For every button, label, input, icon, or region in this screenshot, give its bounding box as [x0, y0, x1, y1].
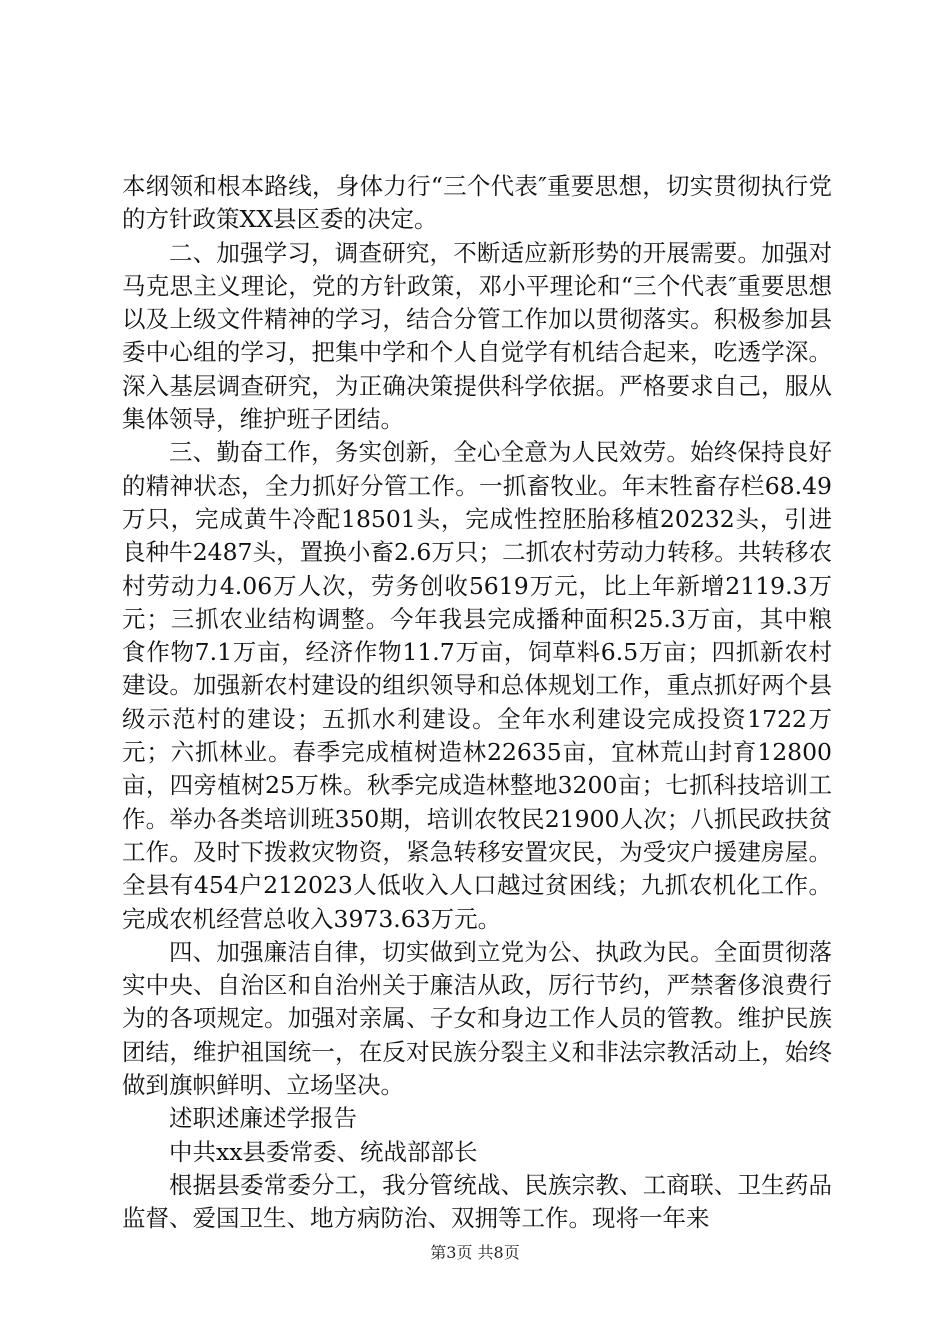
paragraph-section-two: 二、加强学习，调查研究，不断适应新形势的开展需要。加强对马克思主义理论，党的方针政策，邓小平理论和“三个代表″重要思想以及上级文件精神的学习，结合分管工作加以贯彻落实。积极参加县委中心组的学习，把集中学和个人自觉学有机结合起来，吃透学深。深入基层调查研究，为正确决策提供科学依据。严格要求自己，服从集体领导，维护班子团结。 — [122, 238, 832, 434]
document-body — [122, 170, 832, 1236]
paragraph-report-intro: 根据县委常委分工，我分管统战、民族宗教、工商联、卫生药品监督、爱国卫生、地方病防治、双拥等工作。现将一年来 — [122, 1170, 832, 1233]
page-number-footer: 第3页 共8页 — [430, 1243, 520, 1262]
report-author: 中共xx县委常委、统战部部长 — [169, 1137, 478, 1166]
paragraph-section-four: 四、加强廉洁自律，切实做到立党为公、执政为民。全面贯彻落实中央、自治区和自治州关于廉洁从政，厉行节约，严禁奢侈浪费行为的各项规定。加强对亲属、子女和身边工作人员的管教。维护民族团结，维护祖国统一，在反对民族分裂主义和非法宗教活动上，始终做到旗帜鲜明、立场坚决。 — [122, 937, 832, 1100]
paragraph-continuation: 本纲领和根本路线，身体力行“三个代表″重要思想，切实贯彻执行党的方针政策XX县区委的决定。 — [122, 172, 832, 234]
report-title: 述职述廉述学报告 — [169, 1104, 357, 1133]
paragraph-section-three: 三、勤奋工作，务实创新，全心全意为人民效劳。始终保持良好的精神状态，全力抓好分管工作。一抓畜牧业。年末牲畜存栏68.49万只，完成黄牛冷配18501头，完成性控胚胎移植20232头，引进良种牛2487头，置换小畜2.6万只；二抓农村劳动力转移。共转移农村劳动力4.06万人次，劳务创收5619万元，比上年新增2119.3万元；三抓农业结构调整。今年我县完成播种面积25.3万亩，其中粮食作物7.1万亩，经济作物11.7万亩，饲草料6.5万亩；四抓新农村建设。加强新农村建设的组织领导和总体规划工作，重点抓好两个县级示范村的建设；五抓水利建设。全年水利建设完成投资1722万元；六抓林业。春季完成植树造林22635亩，宜林荒山封育12800亩，四旁植树25万株。秋季完成造林整地3200亩；七抓科技培训工作。举办各类培训班350期，培训农牧民21900人次；八抓民政扶贫工作。及时下拨救灾物资，紧急转移安置灾民，为受灾户援建房屋。全县有454户212023人低收入人口越过贫困线；九抓农机化工作。完成农机经营总收入3973.63万元。 — [122, 438, 832, 933]
